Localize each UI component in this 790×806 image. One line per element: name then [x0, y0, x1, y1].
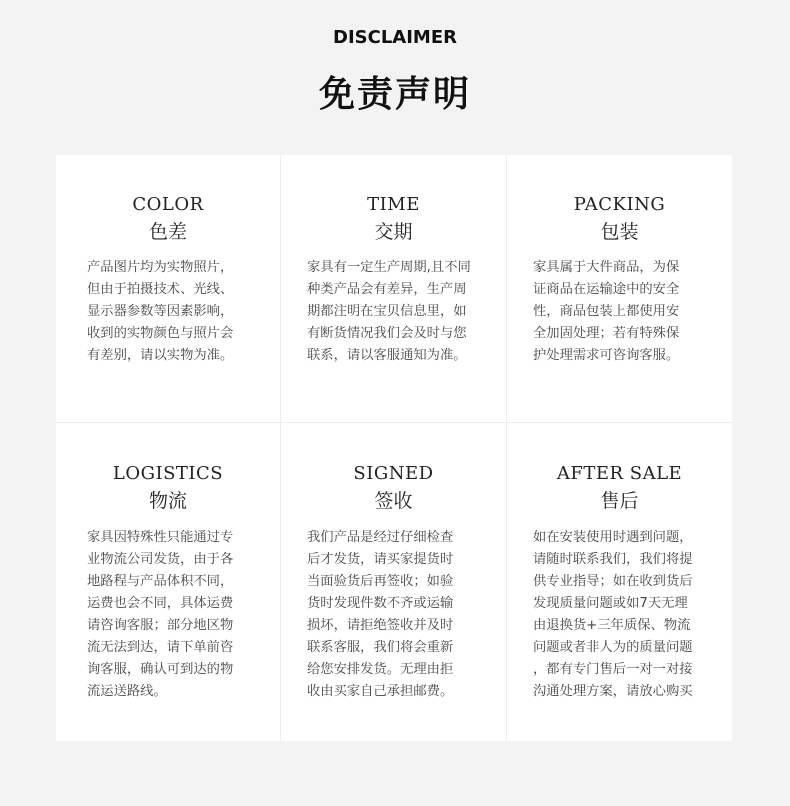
card-body-line: 运费也会不同，具体运费 — [87, 596, 234, 611]
card-title-en: LOGISTICS — [112, 463, 224, 484]
card-body — [533, 527, 714, 703]
card-body-line: 当面验货后再签收；如验 — [307, 574, 454, 589]
card-body — [87, 257, 257, 367]
card-body-line: 沟通处理方案，请放心购买 — [533, 684, 693, 699]
card-body-line: ，都有专门售后一对一对接 — [533, 662, 693, 677]
card-body-line: 家具因特殊性只能通过专 — [87, 530, 234, 545]
card-title-cn: 包装 — [600, 221, 639, 243]
card-title-cn: 售后 — [600, 490, 639, 512]
card-body-line: 问题或者非人为的质量问题 — [533, 640, 693, 655]
disclaimer-grid — [56, 155, 732, 741]
card-body-line: 收由买家自己承担邮费。 — [307, 684, 454, 699]
card-title-en: TIME — [367, 194, 420, 215]
card-body-line: 护处理需求可咨询客服。 — [533, 348, 680, 363]
card-body-line: 我们产品是经过仔细检查 — [307, 530, 454, 545]
card-after-sale — [507, 423, 732, 741]
card-title-cn: 色差 — [148, 221, 187, 243]
card-signed — [281, 423, 507, 741]
card-body-line: 货时发现件数不齐或运输 — [307, 596, 454, 611]
card-body-line: 证商品在运输途中的安全 — [533, 282, 680, 297]
card-body-line: 由退换货+三年质保、物流 — [533, 618, 691, 633]
card-body-line: 全加固处理；若有特殊保 — [533, 326, 680, 341]
card-body-line: 显示器参数等因素影响， — [87, 304, 234, 319]
card-color — [56, 155, 281, 423]
card-body — [533, 257, 714, 367]
card-body-line: 请咨询客服；部分地区物 — [87, 618, 234, 633]
card-body-line: 流无法到达，请下单前咨 — [87, 640, 234, 655]
card-title-cn: 交期 — [374, 221, 413, 243]
card-body-line: 期都注明在宝贝信息里，如 — [307, 304, 467, 319]
card-body-line: 家具属于大件商品，为保 — [533, 260, 680, 275]
card-body-line: 家具有一定生产周期,且不同 — [307, 260, 471, 275]
card-packing — [507, 155, 732, 423]
disclaimer-heading-cn: 免责声明 — [318, 74, 471, 115]
card-body-line: 业物流公司发货，由于各 — [87, 552, 234, 567]
card-body-line: 给您安排发货。无理由拒 — [307, 662, 454, 677]
card-body — [307, 527, 487, 703]
card-body-line: 产品图片均为实物照片， — [87, 260, 234, 275]
card-body-line: 联系，请以客服通知为准。 — [307, 348, 467, 363]
card-title-en: PACKING — [573, 194, 666, 215]
card-body-line: 种类产品会有差异，生产周 — [307, 282, 467, 297]
card-body-line: 请随时联系我们，我们将提 — [533, 552, 693, 567]
card-body-line: 后才发货，请买家提货时 — [307, 552, 454, 567]
card-body-line: 地路程与产品体积不同， — [87, 574, 234, 589]
card-body-line: 有差别，请以实物为准。 — [87, 348, 234, 363]
card-body — [307, 257, 487, 367]
card-time — [281, 155, 507, 423]
card-title-en: AFTER SALE — [556, 463, 683, 484]
card-body-line: 但由于拍摄技术、光线、 — [87, 282, 234, 297]
card-body-line: 流运送路线。 — [87, 684, 167, 699]
card-body-line: 有断货情况我们会及时与您 — [307, 326, 467, 341]
card-title-cn: 签收 — [374, 490, 413, 512]
card-title-en: COLOR — [132, 194, 204, 215]
disclaimer-heading-en: DISCLAIMER — [333, 27, 457, 48]
card-body-line: 收到的实物颜色与照片会 — [87, 326, 234, 341]
card-body-line: 联系客服，我们将会重新 — [307, 640, 454, 655]
card-body-line: 询客服，确认可到达的物 — [87, 662, 234, 677]
card-logistics — [56, 423, 281, 741]
card-body-line: 损坏，请拒绝签收并及时 — [307, 618, 454, 633]
card-title-en: SIGNED — [353, 463, 434, 484]
card-body-line: 性，商品包装上都使用安 — [533, 304, 680, 319]
card-title-cn: 物流 — [148, 490, 187, 512]
card-body — [87, 527, 257, 703]
card-body-line: 供专业指导；如在收到货后 — [533, 574, 693, 589]
card-body-line: 如在安装使用时遇到问题， — [533, 530, 693, 545]
card-body-line: 发现质量问题或如7天无理 — [533, 596, 688, 611]
